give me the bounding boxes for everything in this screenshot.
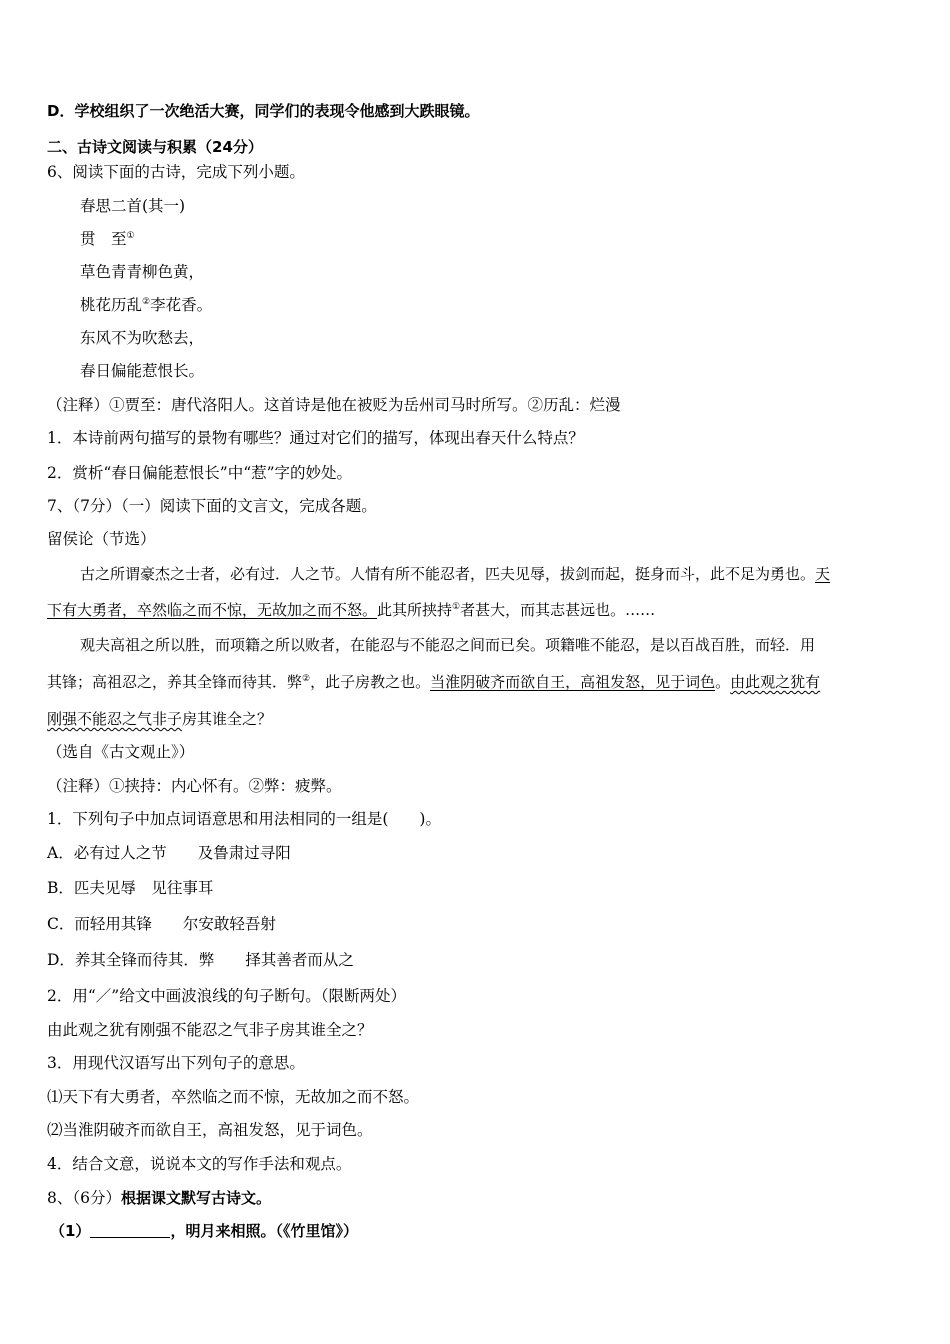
- poem-line: [80, 295, 212, 315]
- q6-sub2: 2．赏析“春日偏能惹恨长”中“惹”字的妙处。: [47, 464, 353, 482]
- passage-text: 。: [715, 673, 731, 691]
- footnote-marker: ②: [142, 297, 151, 307]
- q7-intro: 7、（7分）（一）阅读下面的文言文，完成各题。: [47, 497, 377, 515]
- poem-line-part: 李花香。: [150, 296, 213, 314]
- q7-option-d: D．养其全锋而待其．弊 择其善者而从之: [47, 951, 354, 969]
- q6-intro: 6、阅读下面的古诗，完成下列小题。: [47, 163, 305, 181]
- passage-text: 者甚大，而其志甚远也。……: [460, 601, 656, 619]
- passage-p1-line1: [80, 564, 830, 584]
- q6-sub1: 1．本诗前两句描写的景物有哪些？通过对它们的描写，体现出春天什么特点？: [47, 429, 584, 447]
- passage-underlined: 下有大勇者，卒然临之而不惊，无故加之而不怒。: [47, 601, 378, 619]
- poem-line: 东风不为吹愁去，: [80, 329, 205, 347]
- passage-p2-line1: 观夫高祖之所以胜，而项籍之所以败者，在能忍与不能忍之间而已矣。项籍唯不能忍，是以百战百胜，而轻．用: [80, 636, 816, 654]
- q8-instruction: 根据课文默写古诗文。: [120, 1189, 271, 1207]
- q8-item1: [50, 1221, 358, 1241]
- answer-blank[interactable]: [90, 1223, 170, 1238]
- section-title: 二、古诗文阅读与积累（24分）: [47, 138, 263, 156]
- q7-option-a: A．必有过人之节 及鲁肃过寻阳: [47, 844, 291, 862]
- q7-sub3: 3．用现代汉语写出下列句子的意思。: [47, 1054, 305, 1072]
- poem-line-part: 桃花历乱: [80, 296, 143, 314]
- passage-p1-line2: [47, 600, 655, 620]
- footnote-marker: ①: [126, 231, 135, 241]
- q7-sub3-item2: ⑵当淮阴破齐而欲自王，高祖发怒，见于词色。: [47, 1121, 373, 1139]
- footnote-marker: ①: [452, 602, 461, 612]
- q7-sub2: 2．用“／”给文中画波浪线的句子断句。（限断两处）: [47, 987, 406, 1005]
- passage-wavy-underlined: 刚强不能忍之气非子: [47, 710, 183, 728]
- option-d: D．学校组织了一次绝活大赛，同学们的表现令他感到大跌眼镜。: [47, 102, 480, 120]
- text-title: 留侯论（节选）: [47, 530, 156, 548]
- passage-p2-line2: [47, 672, 820, 692]
- passage-text: ，此子房教之也。: [310, 673, 431, 691]
- q7-sub2-text: 由此观之犹有刚强不能忍之气非子房其谁全之？: [47, 1021, 373, 1039]
- q7-notes: （注释）①挟持：内心怀有。②弊：疲弊。: [47, 777, 342, 795]
- passage-text: 房其谁全之？: [182, 710, 273, 728]
- q8-intro: [47, 1188, 271, 1208]
- q8-points: 8、（6分）: [47, 1189, 121, 1207]
- passage-text: 此其所挟持: [377, 601, 453, 619]
- q7-sub1: 1．下列句子中加点词语意思和用法相同的一组是( )。: [47, 810, 441, 828]
- passage-wavy-underlined: 由此观之犹有: [730, 673, 821, 691]
- passage-p2-line3: [47, 709, 272, 729]
- poem-line: 草色青青柳色黄，: [80, 263, 205, 281]
- passage-underlined: 天: [815, 565, 831, 583]
- q7-option-c: C．而轻用其锋 尔安敢轻吾射: [47, 915, 276, 933]
- passage-text: 其锋；高祖忍之，养其全锋而待其．弊: [47, 673, 303, 691]
- poem-author: [80, 229, 135, 249]
- poem-title: 春思二首(其一): [80, 197, 186, 215]
- q7-option-b: B．匹夫见辱 见往事耳: [47, 879, 214, 897]
- passage-text: 古之所谓豪杰之士者，必有过．人之节。人情有所不能忍者，匹夫见辱，拔剑而起，挺身而斗，此不足为勇也。: [80, 565, 816, 583]
- q7-sub4: 4．结合文意，说说本文的写作手法和观点。: [47, 1155, 352, 1173]
- poem-author-name: 贯 至: [80, 230, 127, 248]
- passage-source: （选自《古文观止》）: [47, 743, 195, 761]
- q6-notes: （注释）①贾至：唐代洛阳人。这首诗是他在被贬为岳州司马时所写。②历乱：烂漫: [47, 396, 621, 414]
- q7-sub3-item1: ⑴天下有大勇者，卒然临之而不惊，无故加之而不怒。: [47, 1088, 420, 1106]
- q8-item1-text: ，明月来相照。（《竹里馆》）: [170, 1222, 358, 1240]
- passage-underlined: 当淮阴破齐而欲自王，高祖发怒，见于词色: [430, 673, 716, 691]
- q8-item1-number: （1）: [50, 1222, 91, 1240]
- footnote-marker: ②: [302, 674, 311, 684]
- poem-line: 春日偏能惹恨长。: [80, 362, 205, 380]
